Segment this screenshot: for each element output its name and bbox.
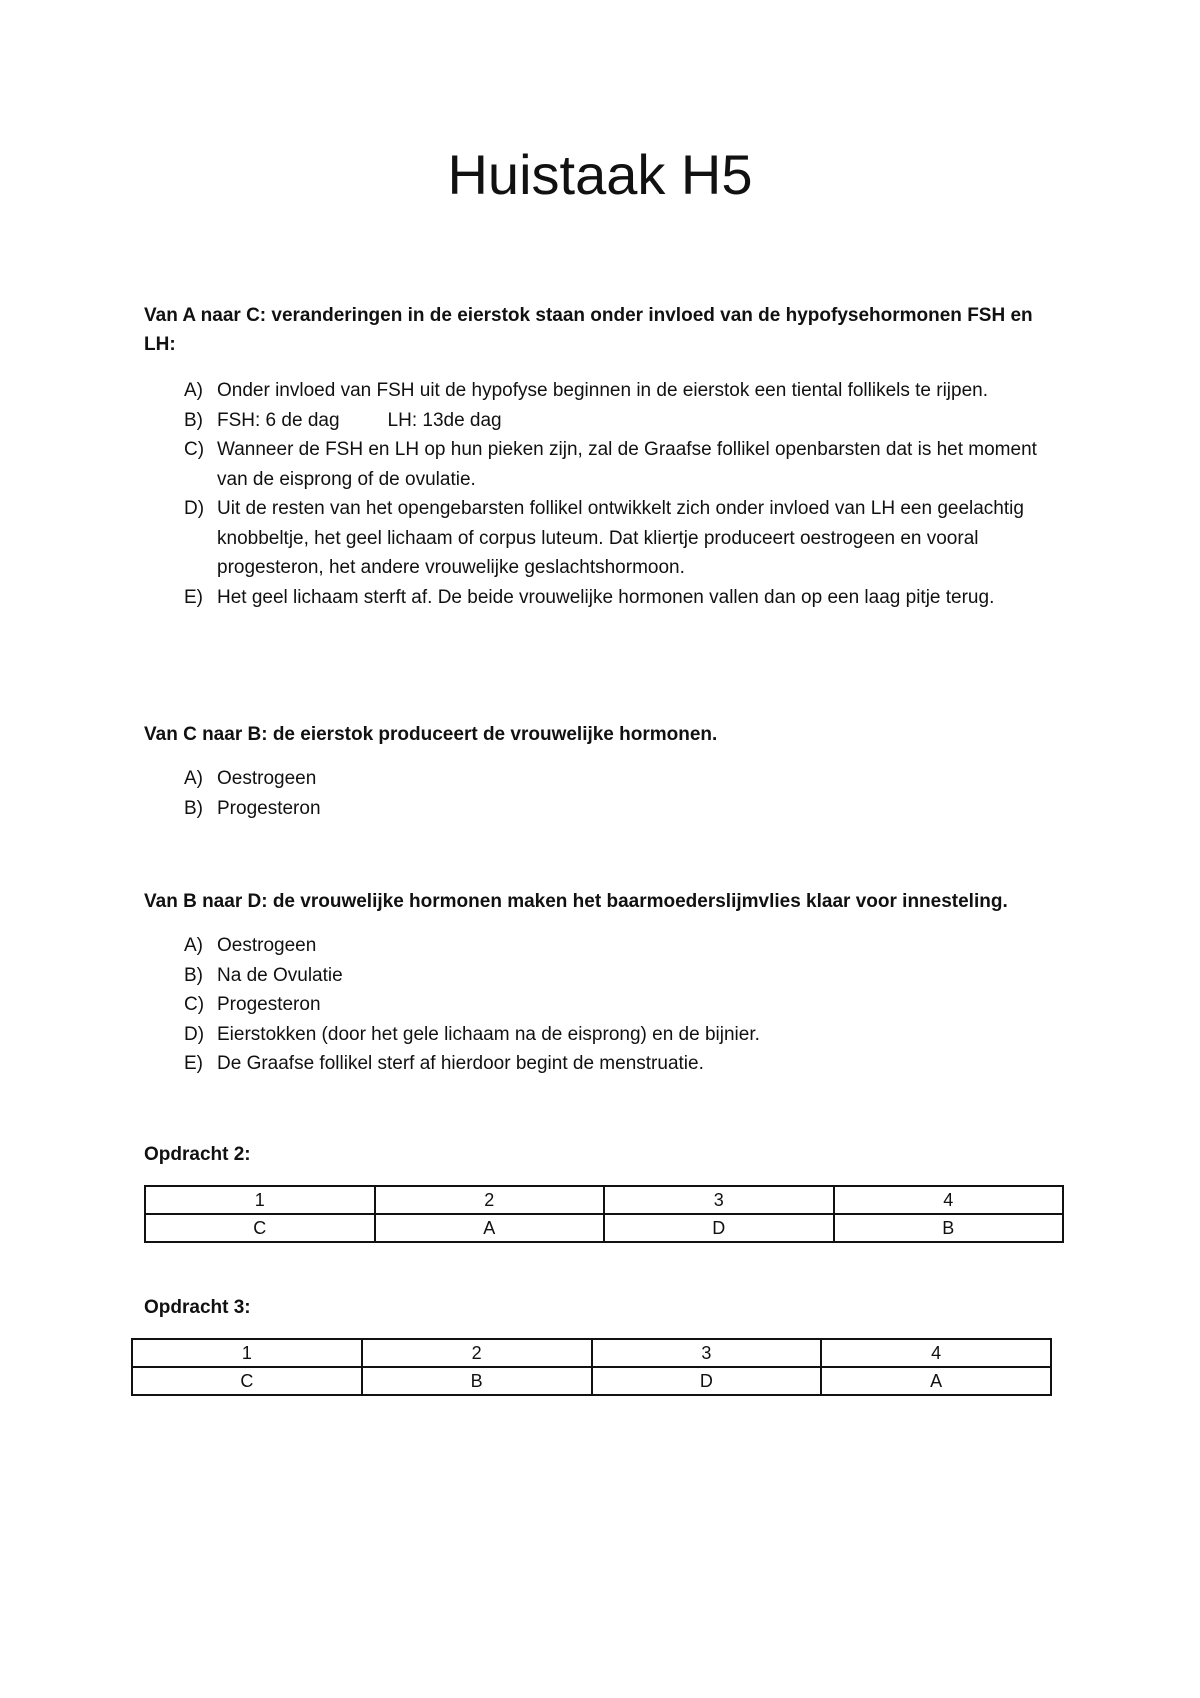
- list-item-label: A): [184, 768, 203, 789]
- section-heading-b-to-d: Van B naar D: de vrouwelijke hormonen maken het baarmoederslijmvlies klaar voor innesteling.: [144, 891, 1008, 912]
- table-cell: 3: [604, 1186, 834, 1214]
- list-item-text: Eierstokken (door het gele lichaam na de eisprong) en de bijnier.: [217, 1023, 760, 1045]
- opdracht-2-table: [144, 1185, 1064, 1243]
- list-item: [144, 435, 1064, 494]
- list-item-label: E): [184, 586, 203, 608]
- list-item-text: De Graafse follikel sterf af hierdoor begint de menstruatie.: [217, 1053, 704, 1074]
- section-list-b-to-d: [144, 931, 1064, 1079]
- list-item: [144, 990, 1064, 1020]
- table-cell: 4: [834, 1186, 1064, 1214]
- list-item: [144, 764, 1064, 794]
- table-cell: A: [821, 1367, 1051, 1395]
- list-item-label: D): [184, 1023, 205, 1045]
- list-item: [144, 1020, 1064, 1050]
- list-item-text-fsh: FSH: 6 de dag: [217, 409, 340, 431]
- table-cell: 3: [592, 1339, 822, 1367]
- table-cell: 2: [362, 1339, 592, 1367]
- table-cell: A: [375, 1214, 605, 1242]
- list-item: [144, 583, 1064, 613]
- list-item-text: Progesteron: [217, 994, 321, 1015]
- list-item-text: Onder invloed van FSH uit de hypofyse beginnen in de eierstok een tiental follikels te rijpen.: [217, 380, 989, 401]
- table-row: [132, 1339, 1051, 1367]
- list-item-label: E): [184, 1053, 203, 1074]
- page-title: Huistaak H5: [447, 143, 753, 206]
- section-heading-a-to-c: Van A naar C: veranderingen in de eierstok staan onder invloed van de hypofysehormonen FSH en LH:: [144, 305, 1033, 355]
- table-row: [132, 1367, 1051, 1395]
- opdracht-2-heading: Opdracht 2:: [144, 1144, 251, 1165]
- list-item-label: B): [184, 797, 203, 819]
- table-cell: C: [145, 1214, 375, 1242]
- list-item-text: Progesteron: [217, 797, 321, 819]
- list-item-label: A): [184, 935, 203, 956]
- list-item-text: Oestrogeen: [217, 768, 317, 789]
- list-item-text: Uit de resten van het opengebarsten follikel ontwikkelt zich onder invloed van LH een geelachtig knobbeltje, het geel lichaam of corpus luteum. Dat kliertje produceert oestrogeen en vooral progesteron, het andere vrouwelijke geslachtshormoon.: [217, 498, 1024, 578]
- table-cell: C: [132, 1367, 362, 1395]
- list-item: [144, 931, 1064, 961]
- table-cell: D: [592, 1367, 822, 1395]
- list-item-label: A): [184, 380, 203, 401]
- list-item-text: Oestrogeen: [217, 935, 317, 956]
- opdracht-3-heading: Opdracht 3:: [144, 1297, 251, 1318]
- list-item: [144, 406, 1064, 436]
- table-row: [145, 1214, 1063, 1242]
- section-list-c-to-b: [144, 764, 1064, 823]
- table-cell: 4: [821, 1339, 1051, 1367]
- list-item-label: B): [184, 409, 203, 431]
- list-item: [144, 794, 1064, 824]
- list-item-text: Het geel lichaam sterft af. De beide vrouwelijke hormonen vallen dan op een laag pitje terug.: [217, 586, 995, 608]
- list-item-label: B): [184, 964, 203, 986]
- table-cell: B: [834, 1214, 1064, 1242]
- table-cell: D: [604, 1214, 834, 1242]
- list-item-text-lh: LH: 13de dag: [387, 409, 502, 431]
- opdracht-3-table: [131, 1338, 1052, 1396]
- table-cell: 1: [132, 1339, 362, 1367]
- list-item: [144, 376, 1064, 406]
- list-item-label: C): [184, 994, 205, 1015]
- list-item-label: C): [184, 439, 205, 460]
- list-item-text: Wanneer de FSH en LH op hun pieken zijn, zal de Graafse follikel openbarsten dat is het moment van de eisprong of de ovulatie.: [217, 439, 1037, 490]
- table-cell: B: [362, 1367, 592, 1395]
- list-item-text: Na de Ovulatie: [217, 964, 343, 986]
- table-cell: 1: [145, 1186, 375, 1214]
- list-item: [144, 1049, 1064, 1079]
- table-row: [145, 1186, 1063, 1214]
- section-heading-c-to-b: Van C naar B: de eierstok produceert de vrouwelijke hormonen.: [144, 724, 718, 745]
- list-item: [144, 961, 1064, 991]
- section-list-a-to-c: [144, 376, 1064, 612]
- list-item: [144, 494, 1064, 583]
- list-item-label: D): [184, 498, 205, 519]
- table-cell: 2: [375, 1186, 605, 1214]
